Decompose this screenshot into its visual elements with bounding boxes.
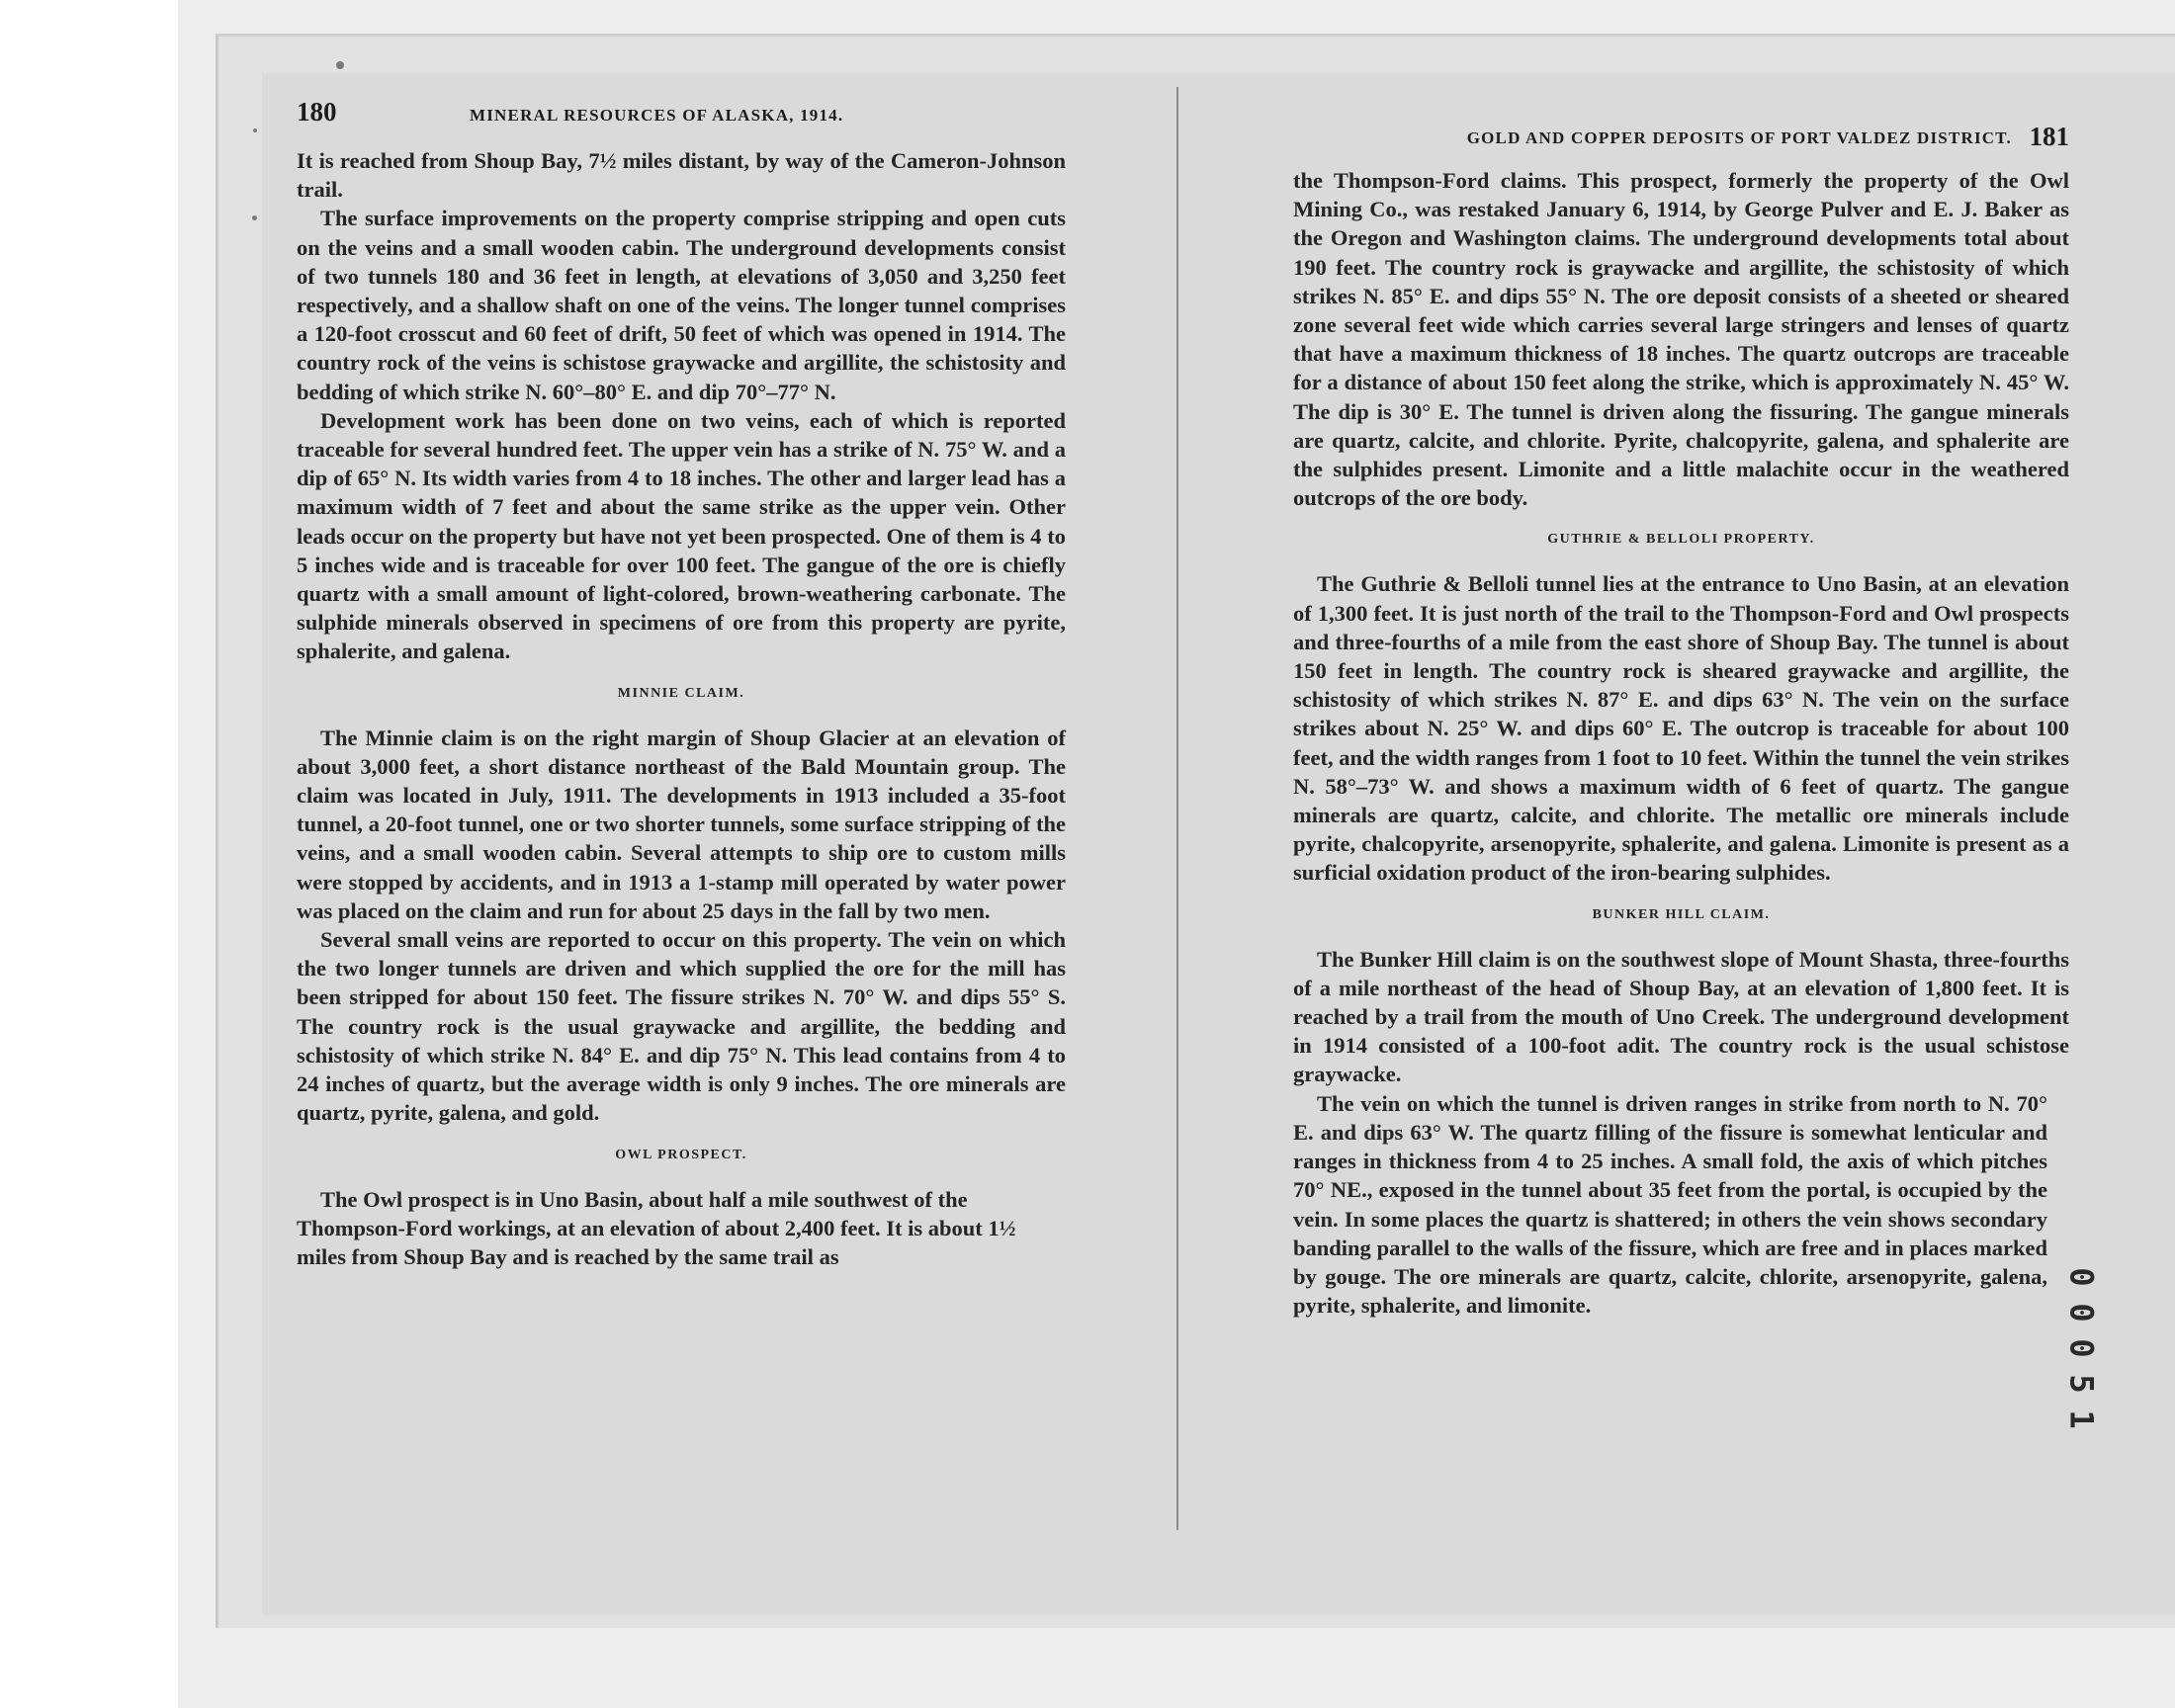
running-head: MINERAL RESOURCES OF ALASKA, 1914. bbox=[470, 106, 844, 125]
bunker-paragraph-1: The Bunker Hill claim is on the southwest slope of Mount Shasta, three-fourths of a mile northeast of the head of Shoup Bay, at an elevation of 1,800 feet. It is reached by a trail from the mouth of Uno Creek. The underground development in 1914 consisted of a 100-foot adit. The country rock is the usual schistose graywacke. bbox=[1293, 946, 2069, 1087]
section-heading-owl-prospect: OWL PROSPECT. bbox=[615, 1147, 747, 1162]
minnie-paragraph-2: Several small veins are reported to occur on this property. The vein on which the two longer tunnels are driven and which supplied the ore for the mill has been stripped for about 150 feet. The fissure strikes N. 70° W. and dips 55° S. The country rock is the usual graywacke and argillite, the bedding and schistosity of which strike N. 84° E. and dip 75° N. This lead contains from 4 to 24 inches of quartz, but the average width is only 9 inches. The ore minerals are quartz, pyrite, galena, and gold. bbox=[297, 927, 1066, 1126]
page-number: 180 bbox=[297, 97, 337, 127]
guthrie-paragraph: The Guthrie & Belloli tunnel lies at the entrance to Uno Basin, at an elevation of 1,300 feet. It is just north of the trail to the Thompson-Ford and Owl prospects and three-fourths of a mile from the east shore of Shoup Bay. The tunnel is about 150 feet in length. The country rock is sheared graywacke and argillite, the schistosity of which strikes N. 87° E. and dips 63° N. The vein on the surface strikes about N. 25° W. and dips 60° E. The outcrop is traceable for about 100 feet, and the width ranges from 1 foot to 10 feet. Within the tunnel the vein strikes N. 58°–73° W. and shows a maximum width of 6 feet of quartz. The gangue minerals are quartz, calcite, and chlorite. The metallic ore minerals include pyrite, chalcopyrite, arsenopyrite, sphalerite, and galena. Limonite is present as a surficial oxidation product of the iron-bearing sulphides. bbox=[1293, 571, 2069, 886]
section-heading-guthrie-belloli: GUTHRIE & BELLOLI PROPERTY. bbox=[1547, 532, 1815, 548]
page-gutter bbox=[1176, 87, 1178, 1530]
right-page-header bbox=[1293, 117, 2069, 166]
stamp-digit: 0 bbox=[2062, 1338, 2101, 1358]
improvements-paragraph: The surface improvements on the property comprise stripping and open cuts on the veins and a small wooden cabin. The underground developments consist of two tunnels 180 and 36 feet in length, at elevations of 3,050 and 3,250 feet respectively, and a shallow shaft on one of the veins. The longer tunnel comprises a 120-foot crosscut and 60 feet of drift, 50 feet of which was opened in 1914. The country rock of the veins is schistose graywacke and argillite, the schistosity and bedding of which strike N. 60°–80° E. and dip 70°–77° N. bbox=[297, 206, 1066, 404]
dust-speck bbox=[336, 61, 344, 69]
minnie-paragraph-1: The Minnie claim is on the right margin of Shoup Glacier at an elevation of about 3,000 feet, a short distance northeast of the Bald Mountain group. The claim was located in July, 1911. The developments in 1913 included a 35-foot tunnel, a 20-foot tunnel, one or two shorter tunnels, some surface stripping of the veins, and a small wooden cabin. Several attempts to ship ore to custom mills were stopped by accidents, and in 1913 a 1-stamp mill operated by water power was placed on the claim and run for about 25 days in the fall by two men. bbox=[297, 725, 1066, 923]
page-number: 181 bbox=[2029, 122, 2069, 151]
running-head: GOLD AND COPPER DEPOSITS OF PORT VALDEZ DISTRICT. bbox=[1466, 128, 2012, 147]
left-page-header bbox=[297, 97, 1066, 146]
intro-paragraph: It is reached from Shoup Bay, 7½ miles distant, by way of the Cameron-Johnson trail. bbox=[297, 148, 1066, 203]
left-page bbox=[297, 97, 1066, 1271]
stamp-digit: 0 bbox=[2062, 1303, 2101, 1323]
archive-number-stamp bbox=[2062, 1263, 2102, 1433]
development-paragraph: Development work has been done on two veins, each of which is reported traceable for several hundred feet. The upper vein has a strike of N. 75° W. and a dip of 65° N. Its width varies from 4 to 18 inches. The other and larger lead has a maximum width of 7 feet and about the same strike as the upper vein. Other leads occur on the property but have not yet been prospected. One of them is 4 to 5 inches wide and is traceable for over 100 feet. The gangue of the ore is chiefly quartz with a small amount of light-colored, brown-weathering carbonate. The sulphide minerals observed in specimens of ore from this property are pyrite, sphalerite, and galena. bbox=[297, 407, 1066, 664]
right-page bbox=[1293, 117, 2069, 1320]
owl-paragraph-continued: the Thompson-Ford claims. This prospect, formerly the property of the Owl Mining Co., was restaked January 6, 1914, by George Pulver and E. J. Baker as the Oregon and Washington claims. The underground developments total about 190 feet. The country rock is graywacke and argillite, the schistosity of which strikes N. 85° E. and dips 55° N. The ore deposit consists of a sheeted or sheared zone several feet wide which carries several large stringers and lenses of quartz that have a maximum thickness of 18 inches. The quartz outcrops are traceable for a distance of about 150 feet along the strike, which is approximately N. 45° W. The dip is 30° E. The tunnel is driven along the fissuring. The gangue minerals are quartz, calcite, and chlorite. Pyrite, chalcopyrite, galena, and sphalerite are the sulphides present. Limonite and a little malachite occur in the weathered outcrops of the ore body. bbox=[1293, 168, 2069, 511]
owl-paragraph-1: The Owl prospect is in Uno Basin, about half a mile southwest of the Thompson-Ford workings, at an elevation of about 2,400 feet. It is about 1½ miles from Shoup Bay and is reached by the same trail as bbox=[297, 1186, 1016, 1269]
section-heading-bunker-hill: BUNKER HILL CLAIM. bbox=[1592, 906, 1771, 922]
stamp-digit: 5 bbox=[2062, 1374, 2101, 1394]
stamp-digit: 1 bbox=[2062, 1409, 2101, 1429]
section-heading-minnie-claim: MINNIE CLAIM. bbox=[617, 685, 745, 701]
dust-speck bbox=[252, 215, 257, 220]
bunker-paragraph-2: The vein on which the tunnel is driven ranges in strike from north to N. 70° E. and dips 63° W. The quartz filling of the fissure is somewhat lenticular and ranges in thickness from 4 to 25 inches. A small fold, the axis of which pitches 70° NE., exposed in the tunnel about 35 feet from the portal, is occupied by the vein. In some places the quartz is shattered; in others the vein shows secondary banding parallel to the walls of the fissure, which are free and in places marked by gouge. The ore minerals are quartz, calcite, chlorite, arsenopyrite, galena, pyrite, sphalerite, and limonite. bbox=[1293, 1090, 2047, 1319]
stamp-digit: 0 bbox=[2062, 1267, 2101, 1287]
dust-speck bbox=[253, 128, 257, 132]
